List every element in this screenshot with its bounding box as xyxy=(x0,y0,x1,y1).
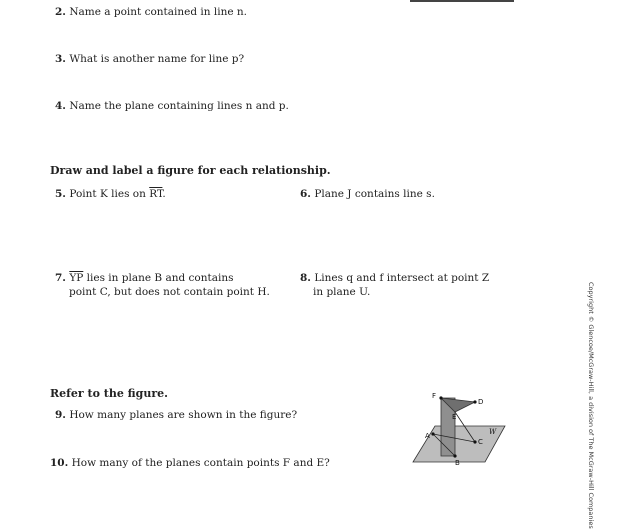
copyright-text: Copyright © Glencoe/McGraw-Hill, a division of The McGraw-Hill Companies xyxy=(587,282,595,529)
label-c: C xyxy=(478,438,483,446)
question-2-text: Name a point contained in line n. xyxy=(69,6,248,18)
question-7: 7. $\overline{YP}$ lies in plane B and contains xyxy=(55,272,234,284)
segment-rt: $\overline{RT}$ xyxy=(149,188,163,200)
point-d xyxy=(473,400,476,403)
section-heading-draw: Draw and label a figure for each relationship. xyxy=(50,164,331,177)
question-10: 10. How many of the planes contain points F and E? xyxy=(50,457,330,469)
label-w: W xyxy=(489,428,497,436)
question-5: 5. Point K lies on $\overline{RT}$. xyxy=(55,188,166,200)
label-d: D xyxy=(478,398,484,406)
label-b: B xyxy=(455,459,460,467)
question-3-text: What is another name for line p? xyxy=(69,53,245,65)
point-f xyxy=(439,396,442,399)
label-f: F xyxy=(432,392,437,400)
question-9-text: How many planes are shown in the figure? xyxy=(69,409,298,421)
point-b xyxy=(453,454,456,457)
question-7-line-2: point C, but does not contain point H. xyxy=(69,286,270,298)
label-a: A xyxy=(425,432,430,440)
question-8-line-2: in plane U. xyxy=(313,286,371,298)
question-6: 6. Plane J contains line s. xyxy=(300,188,435,200)
copyright-sidebar xyxy=(585,282,597,529)
label-e: E xyxy=(452,413,457,421)
question-4: 4. Name the plane containing lines n and p. xyxy=(55,100,289,112)
point-a xyxy=(431,432,434,435)
question-9: 9. How many planes are shown in the figure? xyxy=(55,409,298,421)
question-8: 8. Lines q and f intersect at point Z xyxy=(300,272,490,284)
segment-yp: $\overline{YP}$ xyxy=(69,272,84,284)
answer-line xyxy=(410,0,514,2)
question-6-text: Plane J contains line s. xyxy=(314,188,435,200)
question-2: 2. Name a point contained in line n. xyxy=(55,6,248,18)
section-heading-refer: Refer to the figure. xyxy=(50,387,168,400)
question-4-text: Name the plane containing lines n and p. xyxy=(69,100,289,112)
planes-figure xyxy=(405,386,515,472)
question-10-text: How many of the planes contain points F and E? xyxy=(71,457,330,469)
question-3: 3. What is another name for line p? xyxy=(55,53,245,65)
point-c xyxy=(473,440,476,443)
